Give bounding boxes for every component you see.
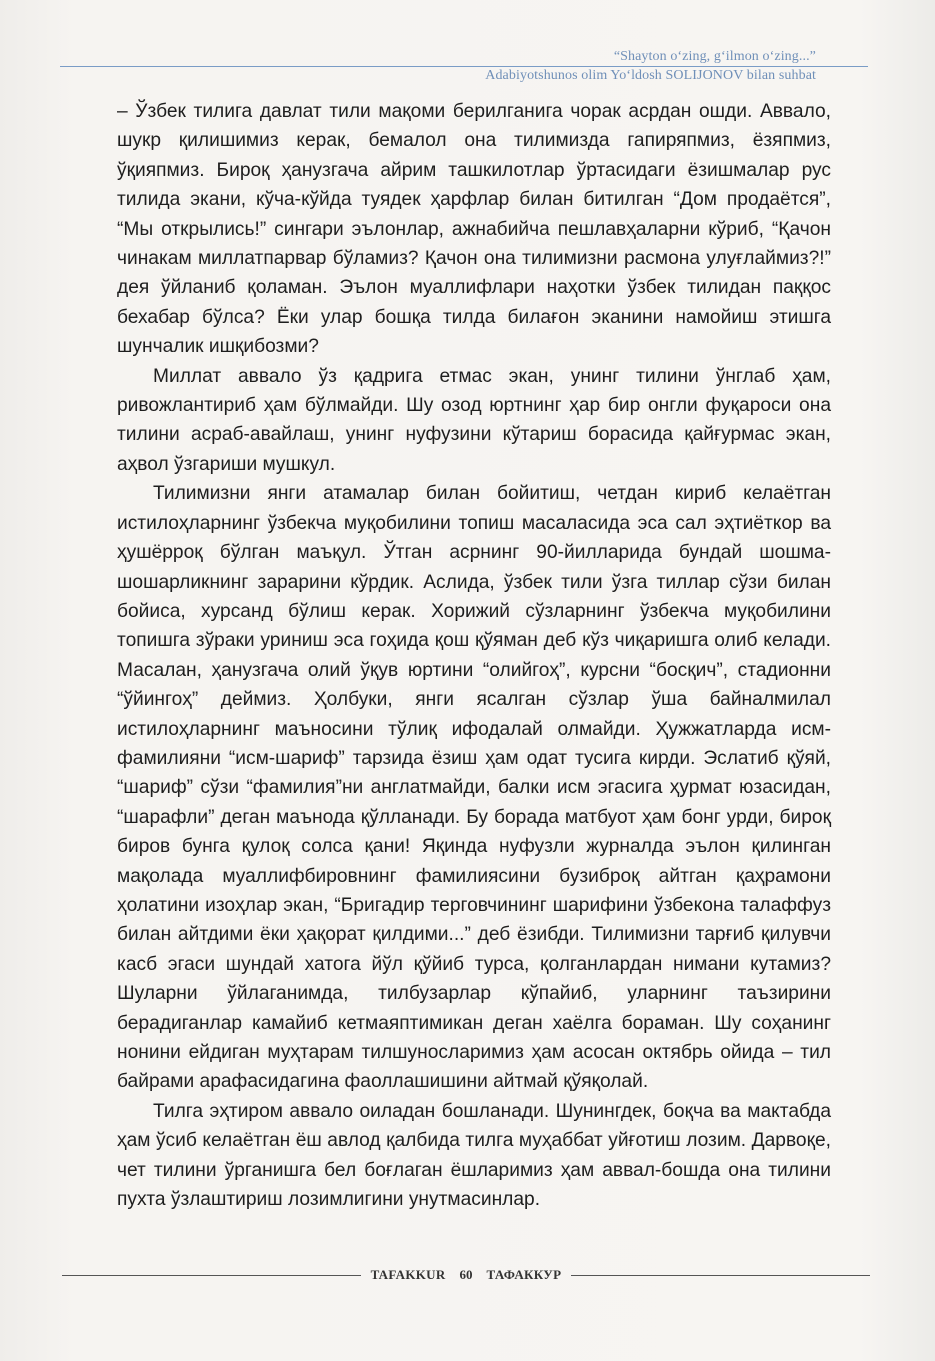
page-number: 60 (459, 1267, 473, 1282)
paragraph-2: Миллат аввало ўз қадрига етмас экан, унинг тилини ўнглаб ҳам, ривожлантириб ҳам бўлмайди. Шу озод юртнинг ҳар бир онгли фуқароси она тилини асраб-авайлаш, унинг нуфузини кўтариш борасида қайғурмас экан, аҳвол ўзгариши мушкул. (117, 365, 831, 475)
running-header (60, 48, 868, 85)
header-author-line: Adabiyotshunos olim Yo‘ldosh SOLIJONOV bilan suhbat (485, 68, 816, 83)
running-footer (62, 1265, 870, 1285)
paragraph-3: Тилимизни янги атамалар билан бойитиш, четдан кириб келаётган истилоҳларнинг ўзбекча муқобилини топиш масаласида эса сал эҳтиёткор ва ҳушёррoқ бўлган маъқул. Ўтган асрнинг 90-йилларида бундай шошма-шошарликнинг зарарини кўрдик. Аслида, ўзбек тили ўзга тиллар сўзи билан бойиса, хурсанд бўлиш керак. Хорижий сўзларнинг ўзбекча муқобилини топишга зўраки уриниш эса гоҳида қош қўяман деб кўз чиқаришга олиб келади. Масалан, ҳанузгача олий ўқув юртини “олийгоҳ”, курсни “босқич”, стадионни “ўйингоҳ” деймиз. Ҳолбуки, янги ясалган сўзлар ўша байналмилал истилоҳларнинг маъносини тўлиқ ифодалай олмайди. Ҳужжатларда исм-фамилияни “исм-шариф” тарзида ёзиш ҳам одат тусига кирди. Эслатиб қўяй, “шариф” сўзи “фамилия”ни англатмайди, балки исм эгасига ҳурмат юзасидан, “шарафли” деган маънода қўлланади. Бу борада матбуот ҳам бонг урди, бироқ биров бунга қулоқ солса қани! Яқинда нуфузли журналда эълон қилинган мақолада муаллифбировнинг фамилиясини бузиброқ айтган қаҳрамони ҳолатини изоҳлар экан, “Бригадир терговчининг шарифини ўзбекона талаффуз билан айтдими ёки ҳақорат қилдими...” деб ёзибди. Тилимизни тарғиб қилувчи касб эгаси шундай хатога йўл қўйиб турса, қолганлардан нимани кутамиз? Шуларни ўйлаганимда, тилбузарлар кўпайиб, уларнинг таъзирини берадиганлар камайиб кетмаяптимикан деган хаёлга бораман. Шу соҳанинг нонини ейдиган муҳтарам тилшуносларимиз ҳам асосан октябрь ойида – тил байрами арафасидагина фаоллашишини айтмай қўяқолай. (117, 483, 831, 1093)
article-body (117, 97, 831, 1214)
footer-label-cyrillic: ТАФАККУР (486, 1267, 562, 1282)
footer-label-latin: TAFAKKUR (370, 1267, 446, 1282)
footer-rule-right (571, 1275, 870, 1276)
paragraph-1: – Ўзбек тилига давлат тили мақоми берилганига чорак асрдан ошди. Аввало, шукр қилишимиз керак, бемалол она тилимизда гапиряпмиз, ёзяпмиз, ўқияпмиз. Бироқ ҳанузгача айрим ташкилотлар ўртасидаги ёзишмалар рус тилида экани, кўча-кўйда туядек ҳарфлар билан битилган “Дом продаётся”, “Мы открылись!” сингари эълонлар, ажнабийча пешлавҳаларни кўриб, “Қачон чинакам миллатпарвар бўламиз? Қачон она тилимизни расмона улуғлаймиз?!” дея ўйланиб қоламан. Эълон муаллифлари наҳотки ўзбек тилидан паққос бехабар бўлса? Ёки улар бошқа тилда билағон эканини намойиш этишга шунчалик ишқибозми? (117, 101, 831, 358)
paragraph-4: Тилга эҳтиром аввало оиладан бошланади. Шунингдек, боқча ва мактабда ҳам ўсиб келаётган ёш авлод қалбида тилга муҳаббат уйғотиш лозим. Дарвоқе, чет тилини ўрганишга бел боғлаган ёшларимиз ҳам аввал-бошда она тилини пухта ўзлаштириш лозимлигини унутмасинлар. (117, 1100, 831, 1211)
header-quote: “Shayton o‘zing, g‘ilmon o‘zing...” (613, 49, 816, 64)
footer-rule-left (62, 1275, 361, 1276)
